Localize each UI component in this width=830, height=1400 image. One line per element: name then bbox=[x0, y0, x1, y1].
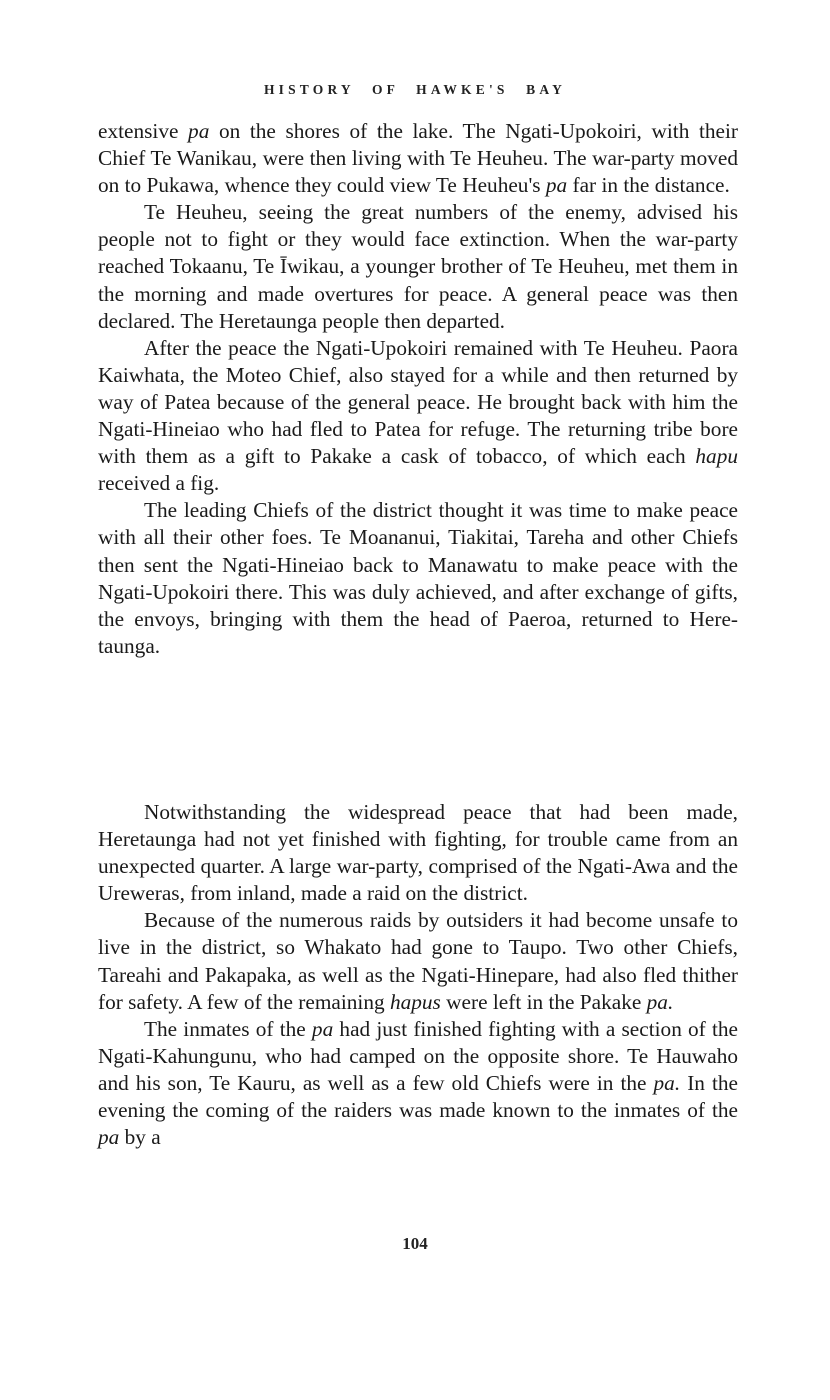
paragraph bbox=[98, 907, 738, 1015]
italic-term: pa bbox=[98, 1125, 120, 1150]
italic-term: hapu bbox=[695, 444, 738, 469]
text-run: Te Heuheu, seeing the great numbers of the enemy, advised his people not to fight or they would face extinction. When the war-party reached Tokaanu, Te Īwikau, a younger brother of Te Heuheu, met them in the morning and made overtures for peace. A general peace was then declared. The Heretaunga people then departed. bbox=[98, 200, 738, 333]
text-section-1 bbox=[98, 118, 738, 660]
italic-term: pa bbox=[545, 173, 568, 198]
paragraph bbox=[98, 497, 738, 660]
text-run: were left in the Pakake bbox=[440, 989, 647, 1014]
text-run: Notwithstanding the widespread peace that had been made, Heretaunga had not yet finished with fighting, for trouble came from an unexpected quarter. A large war-party, comprised of the Ngati-Awa and the Ureweras, from inland, made a raid on the district. bbox=[98, 800, 738, 906]
text-run: extensive bbox=[98, 119, 189, 143]
italic-term: hapus bbox=[389, 989, 441, 1014]
text-run: The inmates of the bbox=[144, 1016, 312, 1041]
page-number: 104 bbox=[402, 1234, 428, 1253]
text-run: In the evening the coming of the raiders was made known to the inmates of the bbox=[98, 1070, 738, 1123]
text-run: by a bbox=[119, 1125, 161, 1150]
text-run: After the peace the Ngati-Upokoiri remained with Te Heuheu. Paora Kaiwhata, the Moteo Chief, also stayed for a while and then returned by way of Patea because of the general peace. He brought back with him the Ngati-Hineiao who had fled to Patea for refuge. The returning tribe bore with them as a gift to Pakake a cask of tobacco, of which each bbox=[98, 335, 738, 469]
text-run: received a fig. bbox=[98, 471, 220, 496]
paragraph bbox=[98, 335, 738, 498]
paragraph bbox=[98, 1016, 738, 1151]
paragraph bbox=[98, 199, 738, 334]
text-run: far in the distance. bbox=[567, 173, 730, 198]
text-run: The leading Chiefs of the district thought it was time to make peace with all their other foes. Te Moananui, Tiakitai, Tareha and other Chiefs then sent the Ngati-Hineiao back to Manawatu to make peace with the Ngati-Upokoiri there. This was duly achieved, and after exchange of gifts, the envoys, bringing with them the head of Paeroa, returned to Heretaunga. bbox=[98, 498, 738, 658]
text-run: Because of the numerous raids by outsiders it had become unsafe to live in the district, so Whakato had gone to Taupo. Two other Chiefs, Tareahi and Pakapaka, as well as the Ngati-Hinepare, had also fled thither for safety. A few of the remaining bbox=[98, 908, 738, 1014]
italic-term: pa. bbox=[653, 1070, 681, 1095]
text-section-2 bbox=[98, 799, 738, 1151]
paragraph bbox=[98, 799, 738, 907]
italic-term: pa bbox=[311, 1016, 334, 1041]
italic-term: pa. bbox=[646, 989, 674, 1014]
paragraph bbox=[98, 118, 738, 199]
running-head: HISTORY OF HAWKE'S BAY bbox=[263, 82, 567, 97]
text-run: on the shores of the lake. The Ngati-Upokoiri, with their Chief Te Wanikau, were then living with Te Heuheu. The war-party moved on to Pukawa, whence they could view Te Heuheu's bbox=[98, 119, 738, 198]
italic-term: pa bbox=[188, 119, 210, 143]
text-run: had just finished fighting with a section of the Ngati-Kahungunu, who had camped on the opposite shore. Te Hauwaho and his son, Te Kauru, as well as a few old Chiefs were in the bbox=[98, 1016, 738, 1095]
